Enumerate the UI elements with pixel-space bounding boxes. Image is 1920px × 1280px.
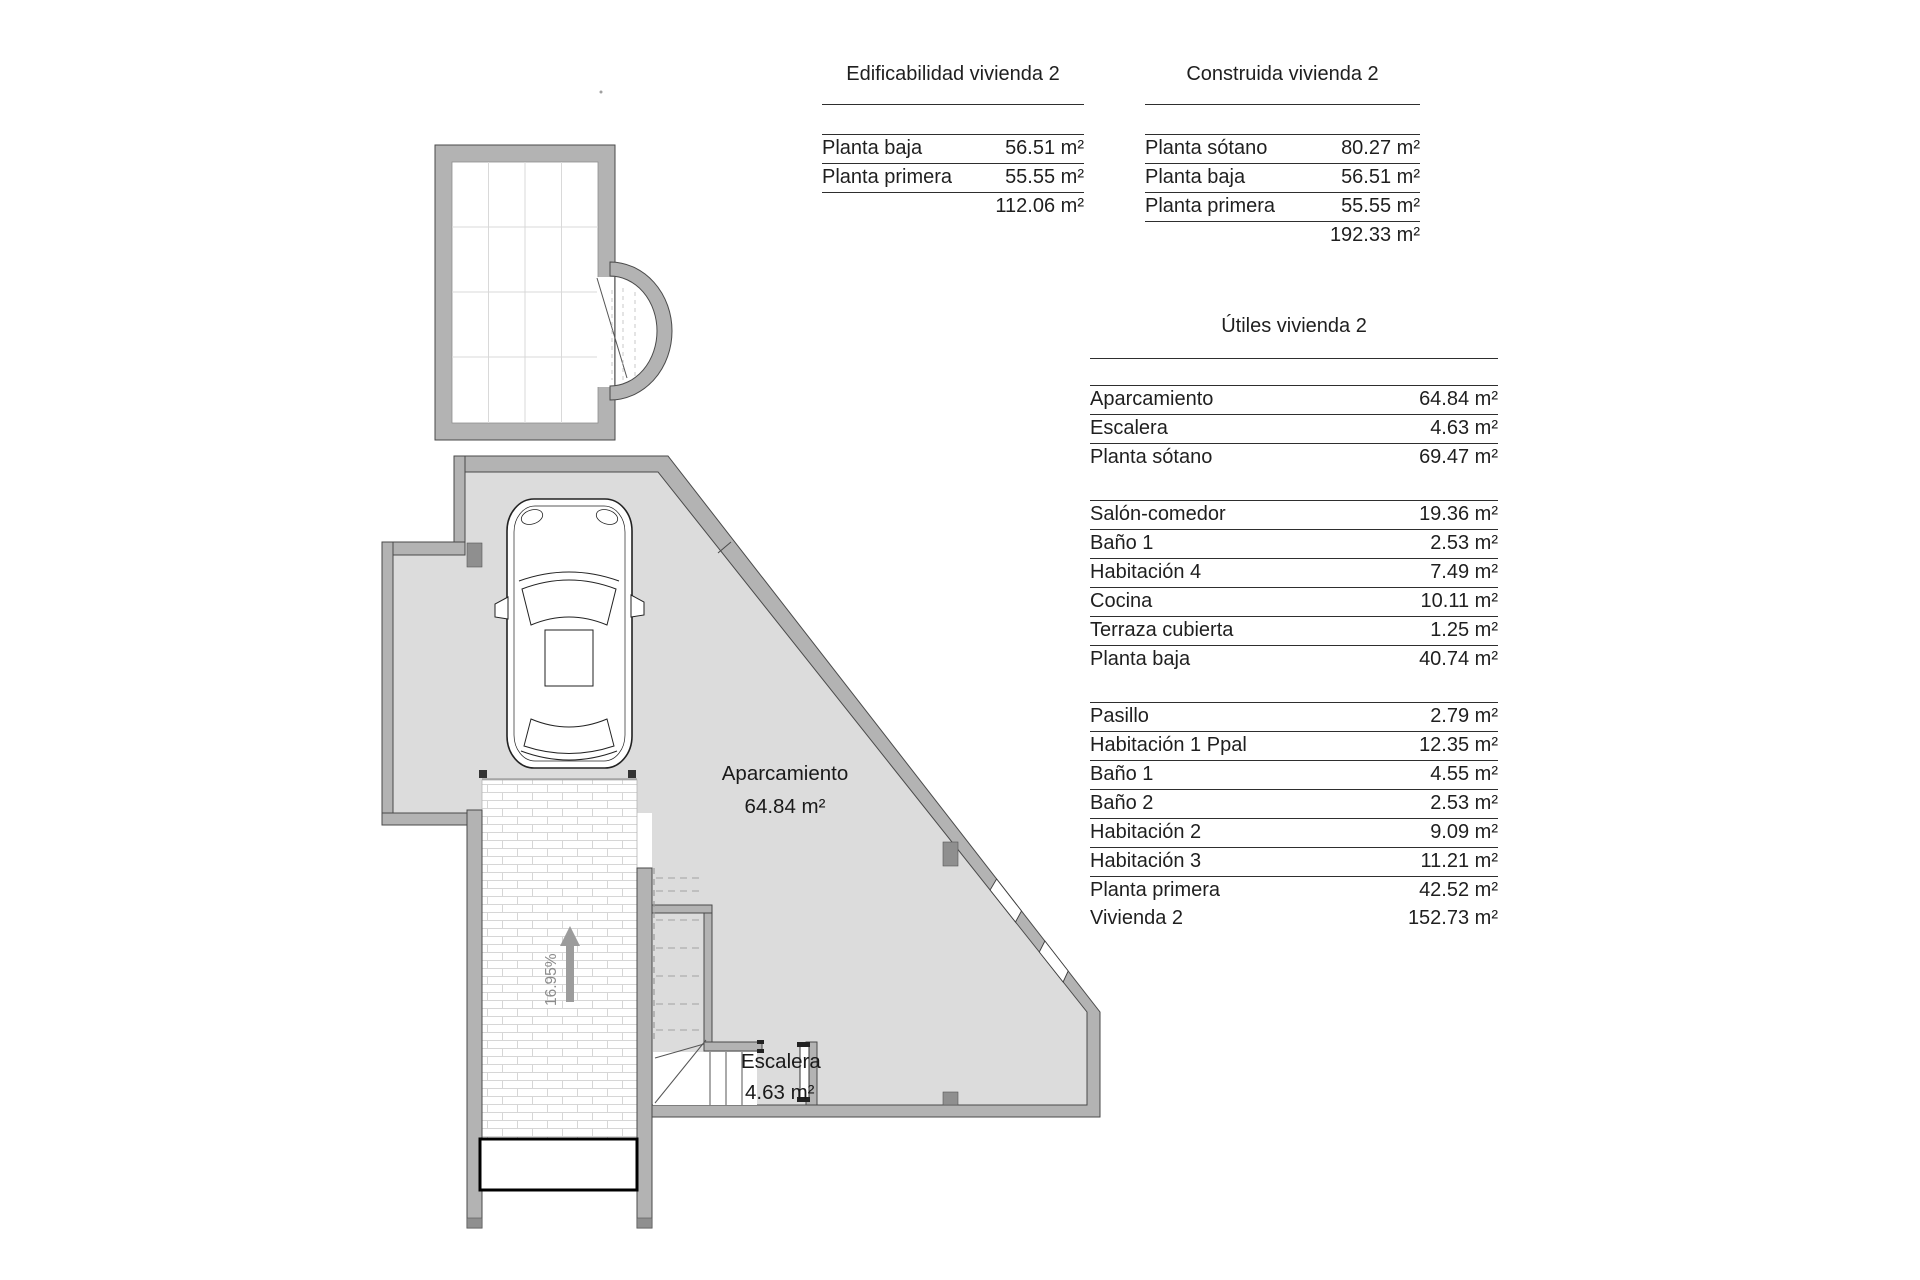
pool-apse-wall [610,262,672,400]
table-row [1090,819,1498,848]
row-value: 2.79 m² [1430,705,1498,727]
table-construida-rows [1145,134,1420,250]
row-value: 4.63 m² [1430,417,1498,439]
row-value: 19.36 m² [1419,503,1498,525]
ramp-edge-tick-right [628,770,636,778]
row-value: 4.55 m² [1430,763,1498,785]
row-label: Planta primera [1145,195,1276,217]
row-label: Vivienda 2 [1090,907,1184,929]
table-row [1145,193,1420,222]
row-value: 1.25 m² [1430,619,1498,641]
left-lower-wall [382,542,393,825]
table-row [1090,877,1498,905]
table-row [1090,415,1498,444]
row-value: 2.53 m² [1430,532,1498,554]
row-value: 12.35 m² [1419,734,1498,756]
table-row [1090,761,1498,790]
stair-wall-cap-top [757,1040,764,1044]
table-utiles-group-sotano [1090,385,1498,472]
stair-top-wall [652,905,712,913]
table-row [1090,617,1498,646]
row-label: Pasillo [1090,705,1149,727]
table-row [1090,386,1498,415]
table-row [1145,135,1420,164]
table-row [1090,646,1498,674]
row-label: Habitación 4 [1090,561,1202,583]
table-row [822,164,1084,193]
row-label: Aparcamiento [1090,388,1214,410]
table-row [1090,559,1498,588]
row-label: Planta sótano [1145,137,1268,159]
row-label: Planta sótano [1090,446,1213,468]
row-value: 40.74 m² [1419,648,1498,670]
left-upper-wall [454,456,465,542]
ramp-edge-tick-left [479,770,487,778]
notch-pillar [467,543,482,567]
diagonal-pillar [943,842,958,866]
table-row [822,135,1084,164]
row-label: Habitación 1 Ppal [1090,734,1247,756]
row-value: 64.84 m² [1419,388,1498,410]
pool-apse-opening [597,277,614,387]
escalera-area-label: 4.63 m² [745,1081,815,1104]
row-value: 10.11 m² [1420,590,1498,612]
ramp-slope-label: 16.95% [543,953,560,1006]
table-row [1090,905,1498,933]
page-dot [600,91,603,94]
ramp-left-wall-cap [467,1218,482,1228]
row-label: Planta primera [1090,879,1221,901]
row-value: 152.73 m² [1407,907,1498,929]
table-row [1090,703,1498,732]
car [495,499,644,768]
table-row [1090,588,1498,617]
car-sunroof [545,630,593,686]
garage-door [480,1139,637,1190]
row-value: 55.55 m² [1341,195,1420,217]
table-edificabilidad-title: Edificabilidad vivienda 2 [822,62,1084,105]
row-label: Baño 1 [1090,532,1154,554]
table-row [1090,848,1498,877]
row-value: 11.21 m² [1420,850,1498,872]
ramp-arrow-shaft [566,946,574,1002]
table-construida-title: Construida vivienda 2 [1145,62,1420,105]
door-hinge-top [797,1042,810,1047]
pool-structure [435,145,672,440]
bottom-pillar [943,1092,958,1105]
table-utiles [1090,314,1498,933]
row-label: Planta baja [1145,166,1246,188]
table-row [1145,164,1420,193]
table-row [822,193,1084,221]
table-utiles-title: Útiles vivienda 2 [1090,314,1498,359]
aparcamiento-area-label: 64.84 m² [744,795,826,818]
row-label: Planta baja [1090,648,1191,670]
row-value: 192.33 m² [1329,224,1420,246]
ramp-right-wall [637,868,652,1228]
row-value: 9.09 m² [1430,821,1498,843]
row-value: 56.51 m² [1341,166,1420,188]
table-row [1090,530,1498,559]
row-label: Escalera [1090,417,1168,439]
stair-side-wall [704,913,712,1046]
bottom-left-wall [382,813,470,825]
table-edificabilidad [822,62,1084,221]
row-value: 7.49 m² [1430,561,1498,583]
row-value: 112.06 m² [995,195,1084,217]
row-value: 69.47 m² [1419,446,1498,468]
row-label: Planta primera [822,166,953,188]
row-label: Terraza cubierta [1090,619,1234,641]
aparcamiento-label: Aparcamiento [721,762,849,785]
row-value: 80.27 m² [1341,137,1420,159]
notch-wall [382,542,465,555]
table-row [1090,501,1498,530]
row-value: 42.52 m² [1419,879,1498,901]
row-label: Baño 2 [1090,792,1154,814]
table-utiles-group-primera [1090,702,1498,933]
table-utiles-group-baja [1090,500,1498,674]
table-construida [1145,62,1420,250]
row-label: Habitación 2 [1090,821,1202,843]
table-row [1090,732,1498,761]
table-row [1090,790,1498,819]
row-value: 55.55 m² [1005,166,1084,188]
table-edificabilidad-rows [822,134,1084,221]
escalera-label: Escalera [741,1050,821,1073]
row-value: 56.51 m² [1005,137,1084,159]
ramp-right-wall-cap [637,1218,652,1228]
row-label: Salón-comedor [1090,503,1226,525]
row-label: Planta baja [822,137,923,159]
row-label: Habitación 3 [1090,850,1202,872]
table-row [1090,444,1498,472]
row-label: Baño 1 [1090,763,1154,785]
row-value: 2.53 m² [1430,792,1498,814]
row-label: Cocina [1090,590,1153,612]
table-row [1145,222,1420,250]
